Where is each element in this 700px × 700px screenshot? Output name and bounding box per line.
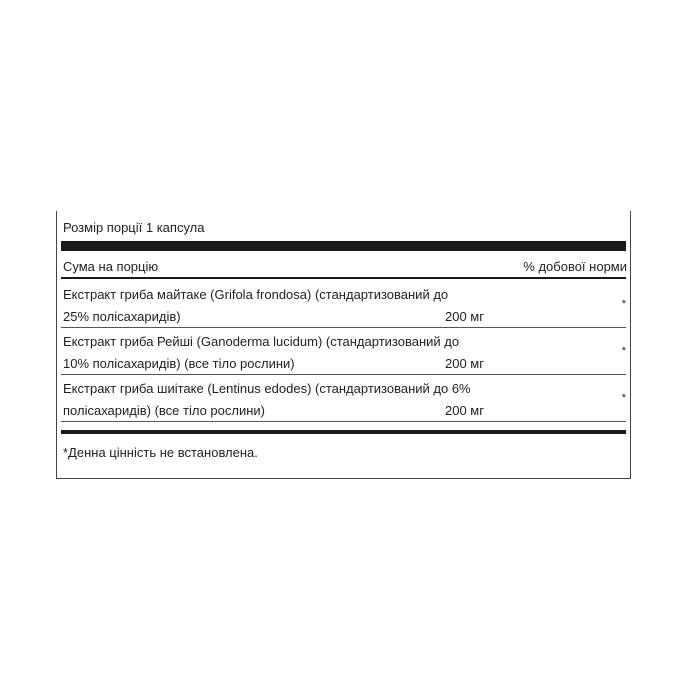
ingredient-row [61, 281, 626, 328]
ingredient-amount: 200 мг [445, 309, 484, 324]
ingredient-amount: 200 мг [445, 403, 484, 418]
ingredient-daily-value: * [621, 298, 626, 310]
serving-size: Розмір порції 1 капсула [63, 220, 205, 235]
ingredient-row [61, 328, 626, 375]
daily-value-header: % добової норми [523, 259, 627, 274]
ingredient-description: Екстракт гриба майтаке (Grifola frondosa) (стандартизований до 25% полісахаридів) [63, 287, 449, 324]
supplement-facts-panel [56, 211, 631, 479]
footnote: *Денна цінність не встановлена. [63, 445, 258, 460]
ingredient-description: Екстракт гриба шиітаке (Lentinus edodes) (стандартизований до 6% полісахаридів) (все тіло рослини) [63, 381, 471, 418]
ingredient-row [61, 375, 626, 422]
ingredient-daily-value: * [621, 345, 626, 357]
bottom-divider [61, 430, 626, 434]
ingredient-daily-value: * [621, 392, 626, 404]
top-divider [61, 241, 626, 251]
header-divider [61, 277, 626, 279]
amount-per-serving-header: Сума на порцію [63, 259, 159, 274]
ingredient-description: Екстракт гриба Рейші (Ganoderma lucidum) (стандартизований до 10% полісахаридів) (все тіло рослини) [63, 334, 460, 371]
ingredient-amount: 200 мг [445, 356, 484, 371]
